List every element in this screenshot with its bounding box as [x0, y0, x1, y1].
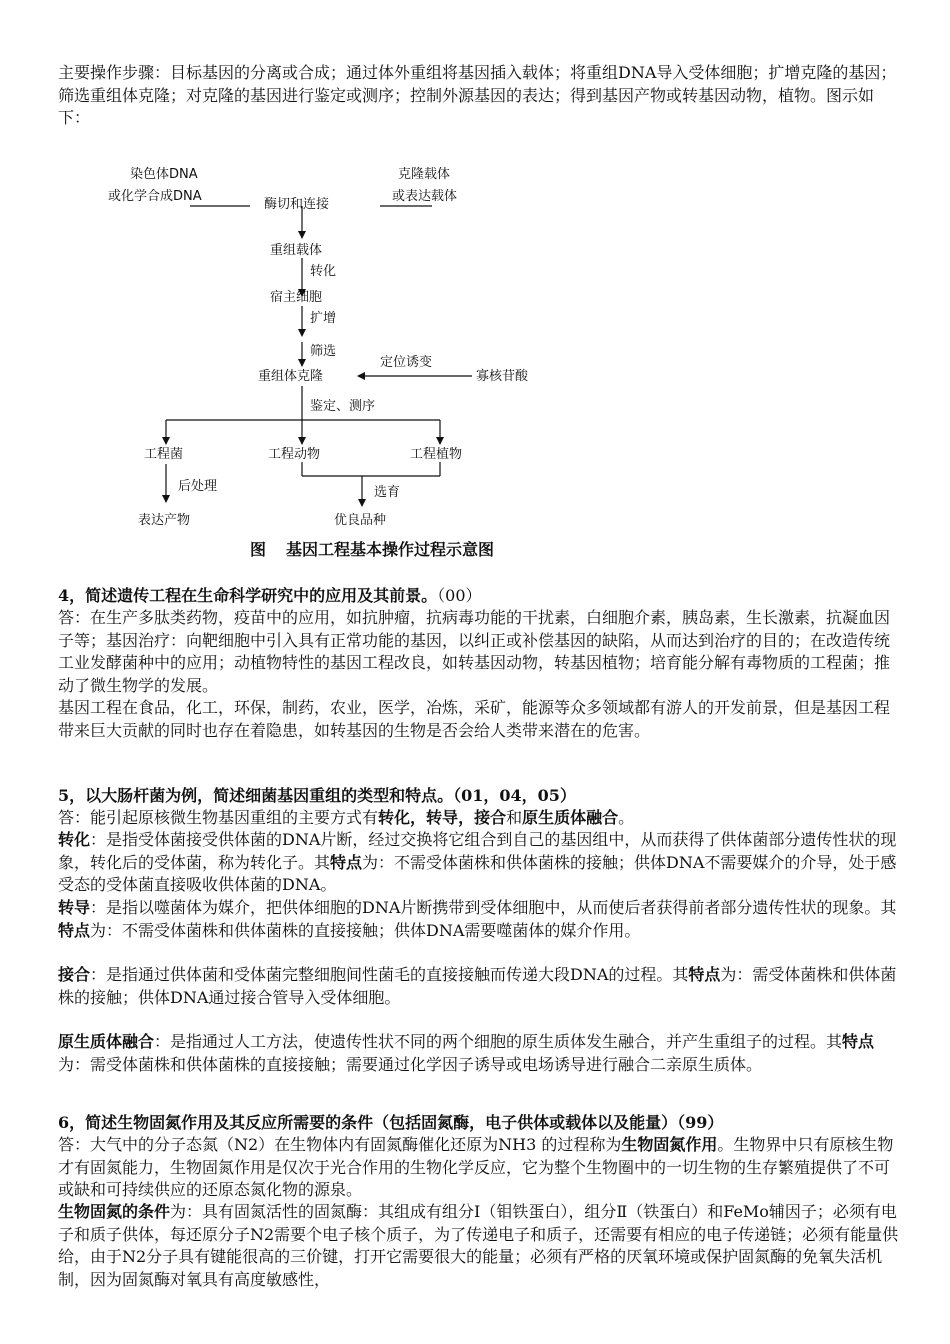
gene-engineering-diagram: [108, 158, 530, 533]
node-engineered-animal: 工程动物: [268, 447, 321, 462]
conditions-body: 为：具有固氮活性的固氮酶：其组成有组分Ⅰ（钼铁蛋白），组分Ⅱ（铁蛋白）和FeMo辅因子；必须有电子和质子供体，每还原分子N2需要个电子核个质子，为了传递电子和质子，还需要有相应的电子传递链；必须有能量供给，由于N2分子具有键能很高的三价键，打开它需要很大的能量；必须有严格的厌氧环境或保护固氮酶的免氧失活机制，因为固氮酶对氧具有高度敏感性，: [58, 1202, 899, 1289]
q5-year: （01，04，05）: [453, 786, 576, 805]
transformation-term: 转化: [58, 830, 91, 849]
fusion-feature: 为：需受体菌株和供体菌株的直接接触；需要通过化学因子诱导或电场诱导进行融合二亲原生质体。: [58, 1054, 763, 1074]
edge-transform: 转化: [310, 264, 337, 279]
node-expression-product: 表达产物: [138, 513, 191, 528]
transduction-feature: 为：不需受体菌株和供体菌株的直接接触；供体DNA需要噬菌体的媒介作用。: [90, 920, 641, 940]
q5-sep-2: ，: [458, 808, 475, 827]
q4-answer: 答：在生产多肽类药物，疫苗中的应用，如抗肿瘤，抗病毒功能的干扰素，白细胞介素，胰岛素，生长激素，抗凝血因子等；基因治疗：向靶细胞中引入具有正常功能的基因，以纠正或补偿基因的缺陷，从而达到治疗的目的；在改造传统工业发酵菌种中的应用；动植物特性的基因工程改良，如转基因动物，转基因植物；培育能分解有毒物质的工程菌；推动了微生物学的发展。: [58, 608, 891, 695]
node-recombinant-clone: 重组体克隆: [258, 369, 324, 384]
edge-post-process: 后处理: [178, 479, 218, 494]
q6-title: [58, 1112, 900, 1135]
q5-fusion: [58, 1031, 900, 1076]
conditions-term: 生物固氮的条件: [58, 1202, 171, 1221]
fusion-term: 原生质体融合: [58, 1032, 155, 1051]
join-label: 酶切和连接: [264, 197, 330, 212]
left-source-1: 染色体DNA: [130, 167, 198, 182]
q5-transduction: [58, 897, 900, 942]
node-recombinant-vector: 重组载体: [270, 243, 323, 258]
edge-identify: 鉴定、测序: [310, 399, 376, 414]
figure-caption: [250, 537, 514, 560]
transduction-term: 转导: [58, 898, 91, 917]
q4-title-text: 4，简述遗传工程在生命科学研究中的应用及其前景。: [58, 586, 438, 605]
nitrogen-fixation-term: 生物固氮作用: [621, 1135, 718, 1154]
q5-end: 。: [618, 808, 635, 827]
node-superior-variety: 优良品种: [334, 513, 387, 528]
q5-title-text: 5，以大肠杆菌为例，简述细菌基因重组的类型和特点。: [58, 786, 454, 805]
q5-title: [58, 785, 900, 808]
fusion-feature-term: 特点: [842, 1032, 875, 1051]
transduction-feature-term: 特点: [58, 920, 91, 940]
edge-breeding: 选育: [374, 485, 401, 500]
right-source-1: 克隆载体: [398, 167, 451, 182]
q6-answer-prefix: 答：大气中的分子态氮（N2）在生物体内有固氮酶催化还原为NH3 的过程称为: [58, 1135, 622, 1154]
edge-amplify: 扩增: [310, 311, 337, 326]
conjugation-feature: 为：需受体菌株和供体菌株的接触；供体DNA通过接合管导入受体细胞。: [58, 965, 897, 1007]
q5-method-conjugation: 接合: [474, 808, 507, 827]
transformation-feature: 为：不需受体菌株和供体菌株的接触；供体DNA不需要媒介的介导，处于感受态的受体菌直接吸收供体菌的DNA。: [58, 852, 897, 894]
conjugation-feature-term: 特点: [688, 965, 721, 984]
conjugation-term: 接合: [58, 965, 91, 984]
q5-method-transformation: 转化: [378, 808, 411, 827]
transformation-feature-term: 特点: [330, 852, 363, 872]
q6-answer-rest: 。生物界中只有原核生物才有固氮能力，生物固氮作用是仅次于光合作用的生物化学反应，它为整个生物圈中的一切生物的生存繁殖提供了不可或缺和可持续供应的还原态氮化物的源泉。: [58, 1135, 894, 1199]
node-oligonucleotide: 寡核苷酸: [476, 369, 529, 384]
intro-paragraph: 主要操作步骤：目标基因的分离或合成；通过体外重组将基因插入载体；将重组DNA导入受体细胞；扩增克隆的基因；筛选重组体克隆；对克隆的基因进行鉴定或测序；控制外源基因的表达；得到基因产物或转基因动物，植物。图示如下：: [58, 63, 897, 127]
q5-answer: [58, 807, 900, 830]
q4-title: [58, 585, 900, 608]
node-host-cell: 宿主细胞: [270, 290, 323, 305]
q5-method-fusion: 原生质体融合: [522, 808, 619, 827]
q6-year: （99）: [677, 1113, 724, 1132]
edge-screen: 筛选: [310, 344, 337, 359]
transduction-body: ：是指以噬菌体为媒介，把供体细胞的DNA片断携带到受体细胞中，从而使后者获得前者部分遗传性状的现象。其: [90, 898, 897, 917]
q5-transformation: [58, 829, 900, 897]
figure-label: 图: [250, 540, 267, 559]
conjugation-body: ：是指通过供体菌和受体菌完整细胞间性菌毛的直接接触而传递大段DNA的过程。其: [90, 965, 689, 984]
q6-answer: [58, 1134, 900, 1202]
node-engineered-plant: 工程植物: [410, 447, 463, 462]
q6-title-text: 6，简述生物固氮作用及其反应所需要的条件（包括固氮酶，电子供体或载体以及能量）: [58, 1113, 678, 1132]
edge-site-mutagenesis: 定位诱变: [380, 355, 433, 370]
q5-answer-prefix: 答：能引起原核微生物基因重组的主要方式有: [58, 808, 379, 827]
q5-and: 和: [506, 808, 523, 827]
transformation-body: ：是指受体菌接受供体菌的DNA片断，经过交换将它组合到自己的基因组中，从而获得了供体菌部分遗传性状的现象，转化后的受体菌，称为转化子。其: [58, 830, 897, 872]
figure-title: 基因工程基本操作过程示意图: [286, 540, 495, 559]
q6-conditions: [58, 1201, 900, 1291]
right-source-2: 或表达载体: [392, 189, 458, 204]
left-source-2: 或化学合成DNA: [108, 189, 202, 204]
q5-sep-1: ，: [410, 808, 427, 827]
q5-conjugation: [58, 964, 900, 1009]
q5-method-transduction: 转导: [426, 808, 459, 827]
q4-year: （00）: [437, 586, 482, 605]
fusion-body: ：是指通过人工方法，使遗传性状不同的两个细胞的原生质体发生融合，并产生重组子的过程。其: [154, 1032, 843, 1051]
node-engineered-bacteria: 工程菌: [144, 447, 184, 462]
q4-prospect: 基因工程在食品，化工，环保，制药，农业，医学，冶炼，采矿，能源等众多领域都有游人的开发前景，但是基因工程带来巨大贡献的同时也存在着隐患，如转基因的生物是否会给人类带来潜在的危害。: [58, 698, 891, 740]
